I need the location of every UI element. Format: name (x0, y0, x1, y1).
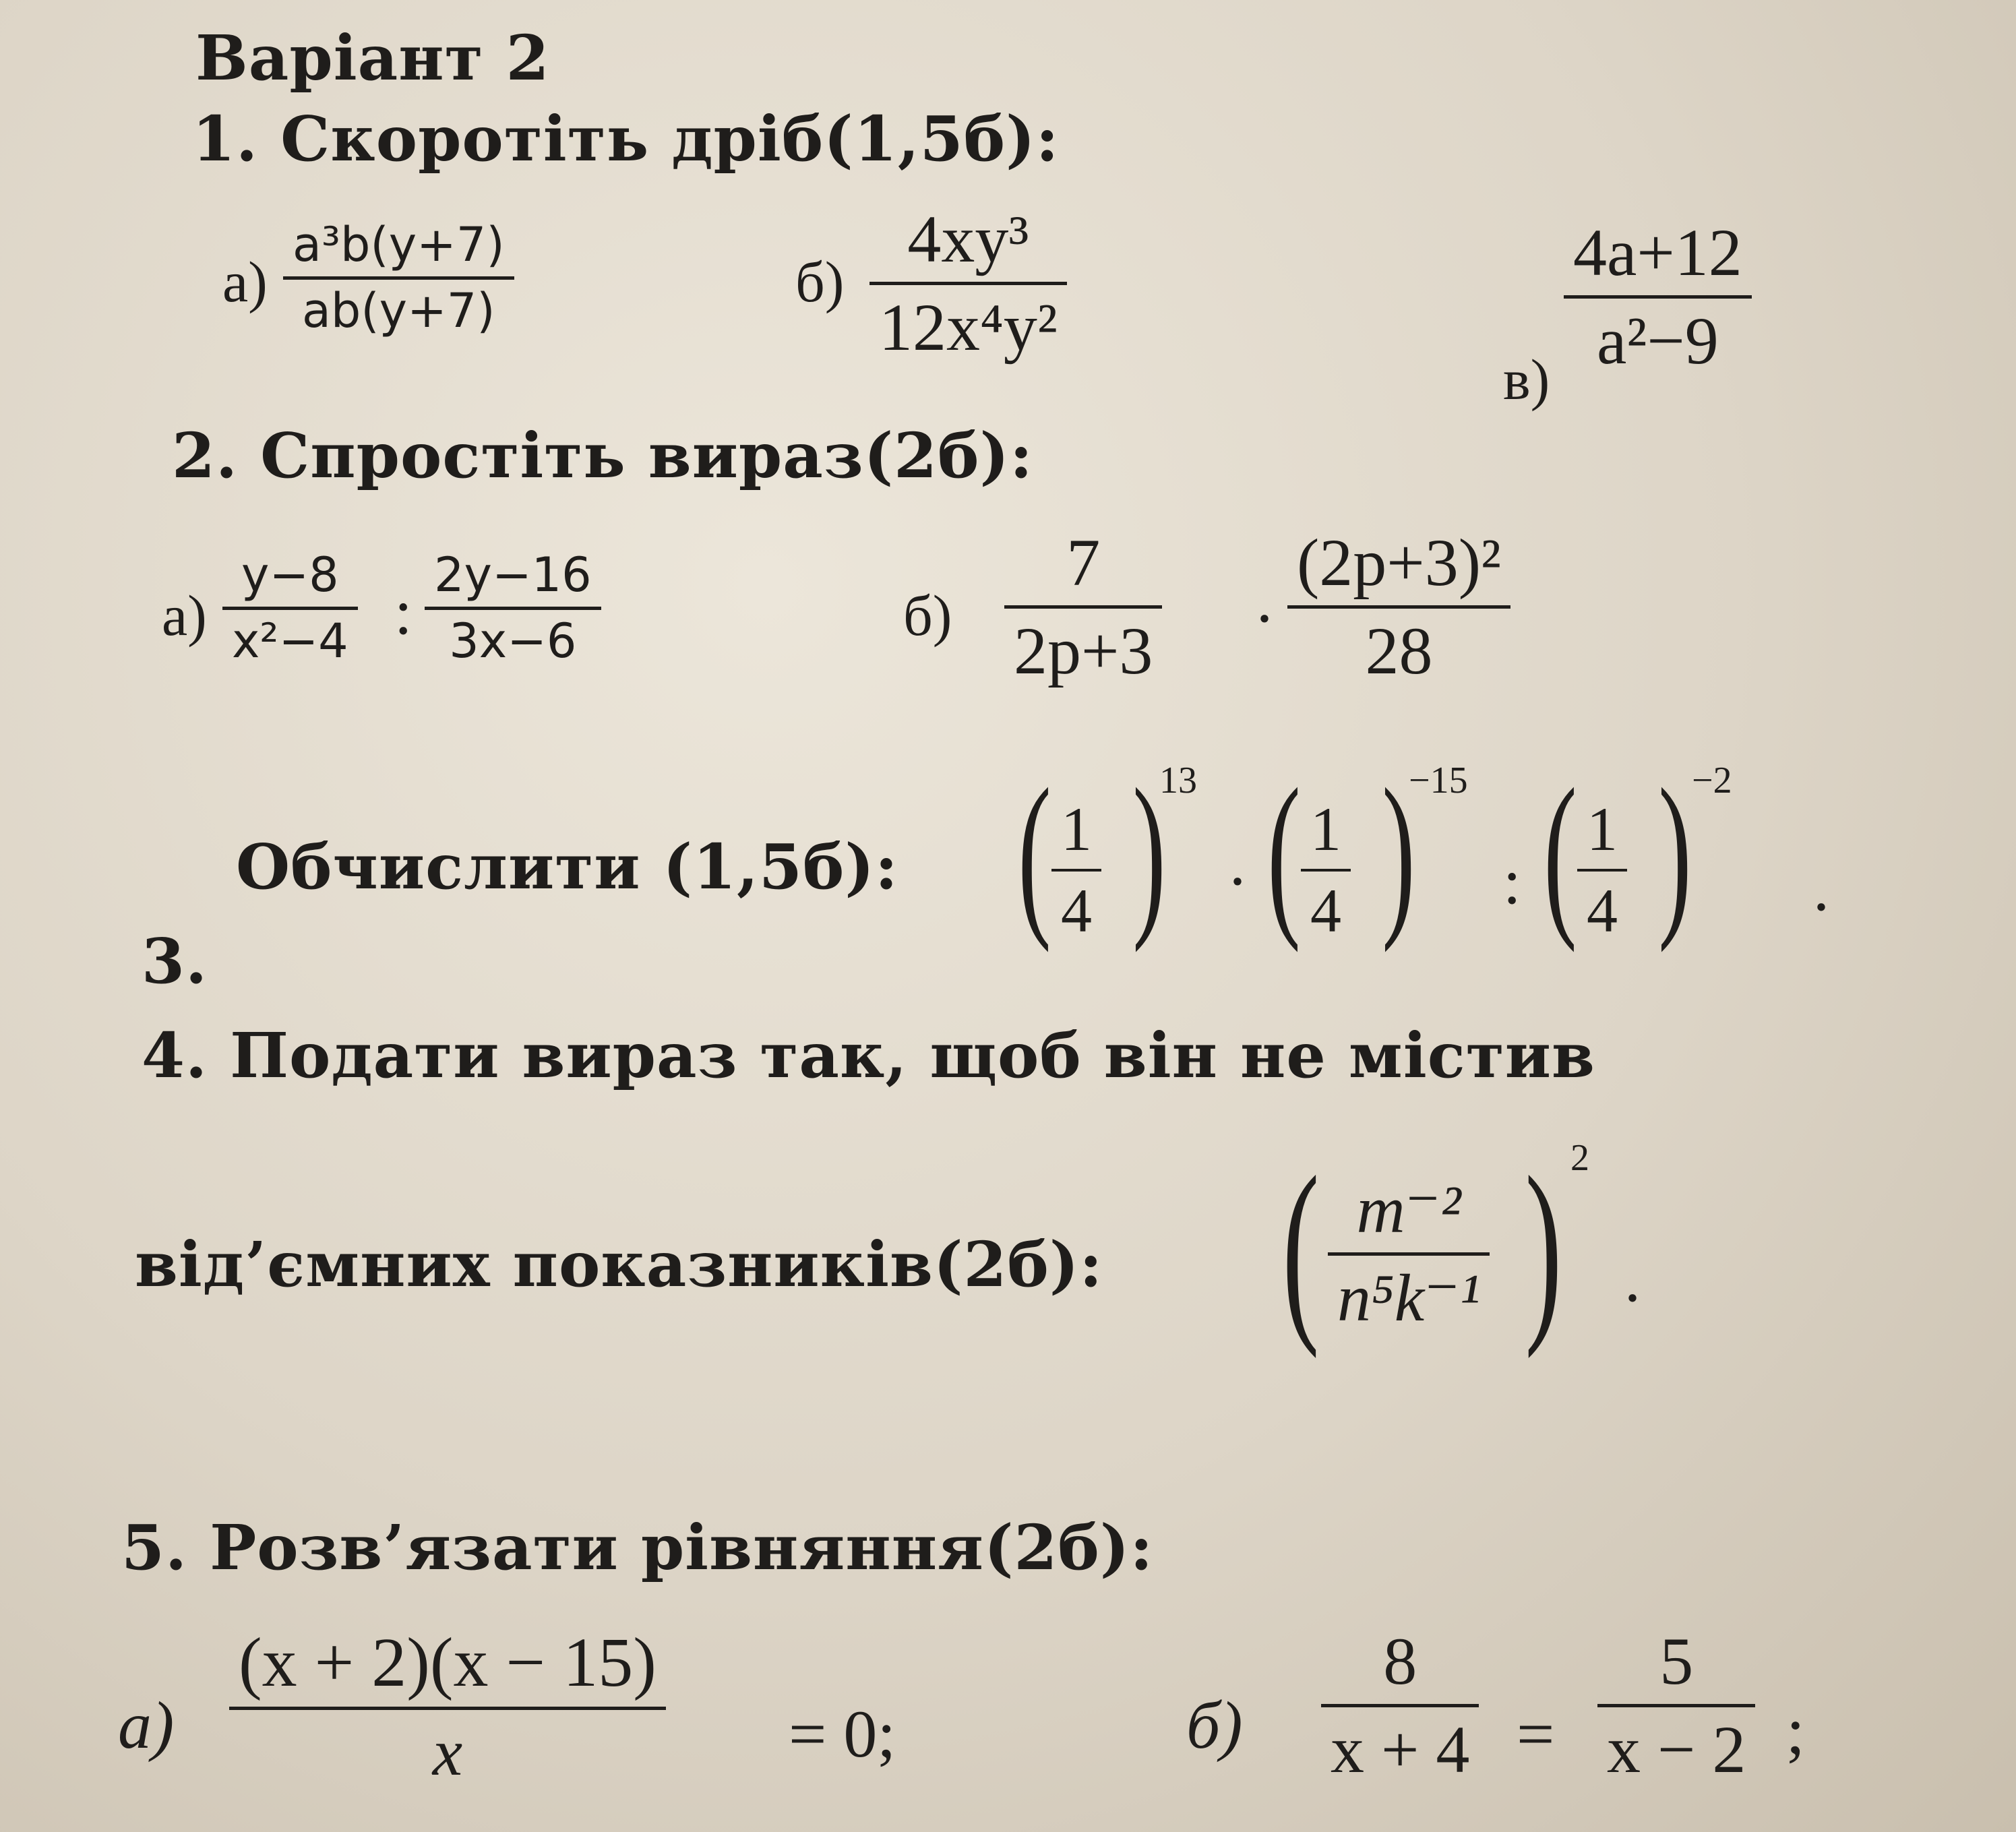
task2-a-f1-numerator: y−8 (241, 547, 339, 603)
task4-denominator: n⁵k⁻¹ (1337, 1260, 1480, 1335)
left-paren: ( (1282, 1135, 1320, 1359)
task3-f3-denominator: 4 (1587, 876, 1618, 946)
task4-numerator: m⁻² (1356, 1172, 1461, 1247)
fraction-bar (229, 1707, 666, 1710)
task3-f1-denominator: 4 (1061, 876, 1092, 946)
task2-b-f2-denominator: 28 (1365, 613, 1433, 688)
task4-heading-line1: 4. Подати вираз так, щоб він не містив (142, 1019, 1595, 1092)
task1-a-denominator: ab(y+7) (302, 283, 495, 338)
task2-b-f1-denominator: 2p+3 (1014, 613, 1153, 688)
task5-b-equals: = (1517, 1697, 1555, 1771)
variant-title: Варіант 2 (195, 22, 550, 94)
task2-b-f1-numerator: 7 (1066, 525, 1101, 600)
task3-operator2: : (1503, 845, 1521, 917)
task1-b-numerator: 4xy³ (907, 202, 1029, 276)
task4-exponent: 2 (1570, 1137, 1589, 1179)
task3-fraction1 (1051, 795, 1101, 945)
task1-b-fraction (869, 202, 1067, 365)
task5-heading: 5. Розв’язати рівняння(2б): (121, 1511, 1154, 1584)
task3-end-period: . (1813, 852, 1829, 924)
task2-b-fraction2 (1287, 526, 1510, 688)
task2-a-fraction1 (222, 549, 358, 667)
task2-b-fraction1 (1004, 526, 1162, 688)
task5-b-left-fraction (1321, 1624, 1479, 1787)
task2-a-f2-numerator: 2y−16 (434, 547, 592, 603)
task5-b-left-denominator: x + 4 (1331, 1712, 1470, 1787)
task5-a-rhs: = 0; (789, 1697, 896, 1771)
fraction-bar (1321, 1704, 1479, 1707)
task3-number: 3. (142, 925, 208, 998)
fraction-bar (869, 282, 1067, 285)
task5-b-left-numerator: 8 (1383, 1624, 1417, 1699)
task3-fraction3 (1577, 795, 1627, 945)
task2-a-label: а) (162, 583, 207, 648)
task5-b-end: ; (1786, 1693, 1805, 1768)
task4-end-period: . (1624, 1243, 1641, 1315)
task3-exponent1: 13 (1159, 760, 1197, 801)
task2-heading: 2. Спростіть вираз(2б): (172, 419, 1033, 492)
task3-exponent3: −2 (1692, 760, 1732, 801)
task1-b-label: б) (795, 249, 845, 314)
task1-c-fraction (1564, 216, 1752, 378)
task1-c-denominator: a²−9 (1597, 303, 1719, 378)
left-paren: ( (1544, 752, 1577, 953)
fraction-bar (222, 607, 358, 610)
fraction-bar (283, 276, 514, 280)
fraction-bar (1004, 605, 1162, 609)
fraction-bar (1564, 295, 1752, 299)
task5-b-label: б) (1186, 1688, 1243, 1763)
fraction-bar (1328, 1252, 1490, 1256)
fraction-bar (425, 607, 601, 610)
task2-a-f1-denominator: x²−4 (232, 613, 348, 669)
task3-f3-numerator: 1 (1587, 795, 1618, 863)
task3-f2-numerator: 1 (1310, 795, 1341, 863)
task5-b-right-denominator: x − 2 (1607, 1712, 1746, 1787)
task1-heading: 1. Скоротіть дріб(1,5б): (192, 102, 1060, 175)
task1-a-numerator: a³b(y+7) (293, 217, 505, 272)
task3-exponent2: −15 (1409, 760, 1468, 801)
right-paren: ) (1132, 752, 1166, 953)
task5-a-fraction (229, 1624, 666, 1790)
fraction-bar (1301, 869, 1351, 872)
task2-b-label: б) (903, 583, 952, 648)
task2-a-fraction2 (425, 549, 601, 667)
task1-c-label: в) (1503, 347, 1550, 412)
task5-b-right-numerator: 5 (1659, 1624, 1694, 1699)
task1-a-fraction (283, 219, 514, 337)
task2-b-operator: · (1254, 582, 1275, 654)
left-paren: ( (1018, 752, 1051, 953)
task3-f2-denominator: 4 (1310, 876, 1341, 946)
right-paren: ) (1382, 752, 1415, 953)
fraction-bar (1577, 869, 1627, 872)
fraction-bar (1287, 605, 1510, 609)
task2-b-f2-numerator: (2p+3)² (1297, 525, 1501, 600)
fraction-bar (1051, 869, 1101, 872)
task5-a-numerator: (x + 2)(x − 15) (239, 1624, 656, 1701)
right-paren: ) (1525, 1135, 1562, 1359)
task3-heading: Обчислити (1,5б): (236, 830, 898, 903)
left-paren: ( (1267, 752, 1301, 953)
task1-c-numerator: 4a+12 (1573, 215, 1742, 290)
task2-a-operator: : (394, 576, 413, 648)
task3-fraction2 (1301, 795, 1351, 945)
task5-a-label: а) (118, 1688, 175, 1763)
task3-operator1: · (1227, 845, 1248, 917)
task5-b-right-fraction (1597, 1624, 1755, 1787)
task2-a-f2-denominator: 3x−6 (449, 613, 577, 669)
task4-heading-line2: від’ємних показників(2б): (135, 1228, 1103, 1301)
task3-f1-numerator: 1 (1061, 795, 1092, 863)
right-paren: ) (1658, 752, 1692, 953)
task1-a-label: а) (222, 249, 268, 314)
task1-b-denominator: 12x⁴y² (879, 290, 1058, 365)
task5-a-denominator: x (432, 1715, 463, 1790)
task4-fraction (1328, 1173, 1490, 1335)
fraction-bar (1597, 1704, 1755, 1707)
